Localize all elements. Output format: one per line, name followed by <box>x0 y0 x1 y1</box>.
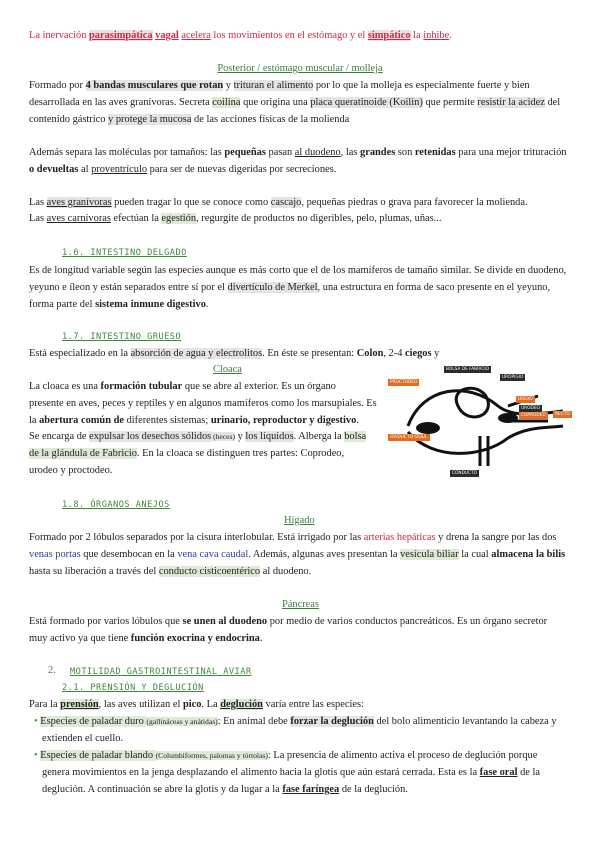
paragraph-line: La cloaca es una formación tubular que se abre al exterior. Es un órgano <box>29 381 336 392</box>
bullet-icon: • <box>34 750 41 761</box>
figure-label: RECTO <box>555 412 570 417</box>
term-inhibe: inhibe <box>423 30 450 41</box>
cloaca-diagram <box>388 366 578 479</box>
paragraph-line: Está especializado en la absorción de agua y electrolitos. En éste se presentan: Colon, 2-4 ciegos y <box>29 348 440 359</box>
heading-intestino-delgado: 1.6. INTESTINO DELGADO <box>62 248 187 258</box>
term-acelera: acelera <box>181 30 211 41</box>
paragraph-line: urodeo y proctodeo. <box>29 465 113 476</box>
term-parasimpatica: parasimpática <box>89 30 153 41</box>
section-number: 2. <box>48 665 56 676</box>
heading-prension: 2.1. PRENSIÓN Y DEGLUCIÓN <box>62 683 204 693</box>
paragraph-line: Está formado por varios lóbulos que se unen al duodeno por medio de varios conductos pancreáticos. Es un órgano secretor <box>29 616 548 627</box>
list-item-continuation: extienden el cuello. <box>42 733 124 744</box>
subtitle-pancreas: Páncreas <box>282 599 319 610</box>
paragraph-line: Es de longitud variable según las especies aunque es más corto que el de los mamíferos de tamaño similar. Se divide en duodeno, <box>29 265 567 276</box>
figure-label: UREXO <box>518 397 533 402</box>
figure-label: URODEO <box>521 406 540 411</box>
paragraph-line: de la glándula de Fabricio. En la cloaca se distinguen tres partes: Coprodeo, <box>29 448 345 459</box>
paragraph-line: hasta su liberación a través del conducto cisticoentérico al duodeno. <box>29 566 312 577</box>
bullet-icon: • <box>34 716 41 727</box>
proctodeum-fill <box>416 422 440 434</box>
paragraph-line: la abertura común de diferentes sistemas; urinario, reproductor y digestivo. <box>29 415 359 426</box>
paragraph-line: venas portas que desembocan en la vena cava caudal. Además, algunas aves presentan la vesícula biliar la cual almacena la bilis <box>29 549 566 560</box>
term-simpatico: simpático <box>367 30 411 41</box>
figure-label: OVIDUCTO IZQUI. <box>390 435 428 440</box>
figure-label: BOLSA DE FABRICIO <box>446 367 490 372</box>
paragraph-line: contenido gástrico y protege la mucosa de las acciones físicas de la molienda <box>29 114 350 125</box>
intro-text: La inervación <box>29 30 90 41</box>
paragraph-line: Además separa las moléculas por tamaños: las pequeñas pasan al duodeno, las grandes son retenidas para una mejor trituración <box>29 147 567 158</box>
subtitle-cloaca: Cloaca <box>213 364 242 375</box>
figure-label: UROPIGIO <box>502 375 524 380</box>
paragraph-line: yeyuno e íleon y están separados entre sí por el divertículo de Merkel, una estructura en forma de saco presente en el yeyuno, <box>29 282 551 293</box>
list-item-continuation: deglución. A continuación se abre la glotis y da lugar a la fase faríngea de la deglución. <box>42 784 408 795</box>
heading-organos-anejos: 1.8. ÓRGANOS ANEJOS <box>62 500 170 510</box>
term-vagal: vagal <box>155 30 179 41</box>
paragraph-line: Formado por 2 lóbulos separados por la cisura interlobular. Está irrigado por las arterias hepáticas y drena la sangre por las dos <box>29 532 557 543</box>
figure-label: COPRODEO <box>521 413 546 418</box>
paragraph-line: presente en aves, peces y reptiles y en algunos mamíferos como los marsupiales. Es <box>29 398 377 409</box>
section-title-posterior: Posterior / estómago muscular / molleja <box>217 63 383 74</box>
paragraph-line: o devueltas al proventrículo para ser de nuevas digeridas por secreciones. <box>29 164 337 175</box>
paragraph-line: forma parte del sistema inmune digestivo. <box>29 299 209 310</box>
heading-motilidad: MOTILIDAD GASTROINTESTINAL AVIAR <box>70 667 252 677</box>
figure-label: PROCTODEO <box>390 380 418 385</box>
paragraph-line: desarrollada en las aves granívoras. Secreta coilina que origina una placa queratinoide (Koilin) que permite resistir la acidez del <box>29 97 561 108</box>
paragraph-line: muy activo ya que tiene función exocrina y endocrina. <box>29 633 263 644</box>
heading-intestino-grueso: 1.7. INTESTINO GRUESO <box>62 332 182 342</box>
figure-label: CONDUCTO <box>452 471 478 476</box>
paragraph-line: Formado por 4 bandas musculares que rotan y trituran el alimento por lo que la molleja es especialmente fuerte y bien <box>29 80 530 91</box>
paragraph-line: Para la prensión, las aves utilizan el pico. La deglución varía entre las especies: <box>29 699 364 710</box>
coprodeum-fill <box>498 413 518 423</box>
intro-paragraph: La inervación parasimpática vagal acelera los movimientos en el estómago y el simpático la inhibe. <box>29 30 452 41</box>
list-item: • Especies de paladar duro (gallináceas y anátidas): En animal debe forzar la deglución del bolo alimenticio levantando la cabeza y <box>34 716 557 727</box>
list-item: • Especies de paladar blando (Columbiformes, palomas y tórtolas): La presencia de alimento activa el proceso de deglución porque <box>34 750 538 761</box>
paragraph-line: Las aves carnívoras efectúan la egestión, regurgite de productos no digeribles, pelo, plumas, uñas... <box>29 213 442 224</box>
paragraph-line: Se encarga de expulsar los desechos sólidos (heces) y los líquidos. Alberga la bolsa <box>29 431 367 442</box>
paragraph-line: Las aves granívoras pueden tragar lo que se conoce como cascajo, pequeñas piedras o grava para favorecer la molienda. <box>29 197 528 208</box>
subtitle-higado: Hígado <box>284 515 315 526</box>
list-item-continuation: genera movimientos en la jenga desplazando el alimento hacia la glotis que aún estará cerrada. Esta es la fase oral de la <box>42 767 540 778</box>
